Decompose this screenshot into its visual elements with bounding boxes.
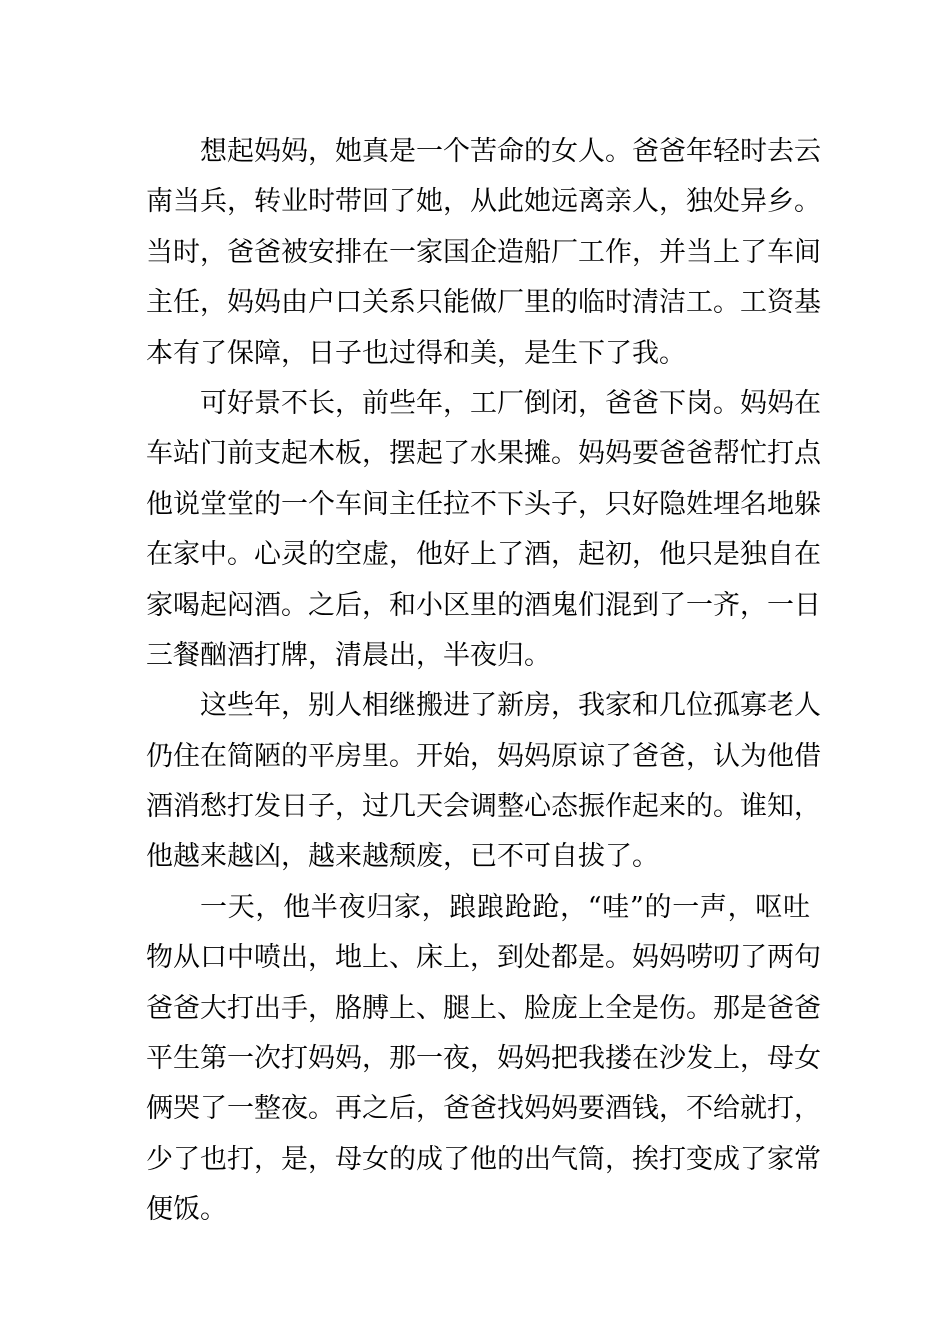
- text-line: 他说堂堂的一个车间主任拉不下头子，只好隐姓埋名地躲: [146, 488, 821, 520]
- text-line: 俩哭了一整夜。再之后，爸爸找妈妈要酒钱，不给就打，: [146, 1093, 821, 1125]
- text-line: 在家中。心灵的空虚，他好上了酒，起初，他只是独自在: [146, 539, 821, 571]
- text-line: 家喝起闷酒。之后，和小区里的酒鬼们混到了一齐，一日: [146, 589, 821, 621]
- paragraph-1: [146, 127, 821, 379]
- text-line: 仍住在简陋的平房里。开始，妈妈原谅了爸爸，认为他借: [146, 740, 821, 772]
- text-line: 这些年，别人相继搬进了新房，我家和几位孤寡老人: [200, 690, 821, 722]
- text-line: 物从口中喷出，地上、床上，到处都是。妈妈唠叨了两句: [146, 942, 821, 974]
- paragraph-4: [146, 883, 821, 1236]
- paragraph-2: [146, 379, 821, 681]
- text-line: 酒消愁打发日子，过几天会调整心态振作起来的。谁知，: [146, 791, 821, 823]
- text-line: 三餐酗酒打牌，清晨出，半夜归。: [146, 639, 551, 671]
- text-line: 一天，他半夜归家，踉踉跄跄，“哇”的一声，呕吐: [200, 891, 810, 923]
- text-line: 主任，妈妈由户口关系只能做厂里的临时清洁工。工资基: [146, 287, 821, 319]
- document-body: [146, 127, 821, 1236]
- text-line: 爸爸大打出手，胳膊上、腿上、脸庞上全是伤。那是爸爸: [146, 992, 821, 1024]
- text-line: 当时，爸爸被安排在一家国企造船厂工作，并当上了车间: [146, 236, 821, 268]
- text-line: 本有了保障，日子也过得和美，是生下了我。: [146, 337, 686, 369]
- text-line: 便饭。: [146, 1194, 227, 1226]
- text-line: 平生第一次打妈妈，那一夜，妈妈把我搂在沙发上，母女: [146, 1043, 821, 1075]
- paragraph-3: [146, 681, 821, 883]
- text-line: 车站门前支起木板，摆起了水果摊。妈妈要爸爸帮忙打点: [146, 438, 821, 470]
- text-line: 少了也打，是，母女的成了他的出气筒，挨打变成了家常: [146, 1143, 821, 1175]
- text-line: 想起妈妈，她真是一个苦命的女人。爸爸年轻时去云: [200, 136, 821, 167]
- text-line: 他越来越凶，越来越颓废，已不可自拔了。: [146, 841, 659, 873]
- text-line: 可好景不长，前些年，工厂倒闭，爸爸下岗。妈妈在: [200, 387, 821, 419]
- text-line: 南当兵，转业时带回了她，从此她远离亲人，独处异乡。: [146, 186, 821, 218]
